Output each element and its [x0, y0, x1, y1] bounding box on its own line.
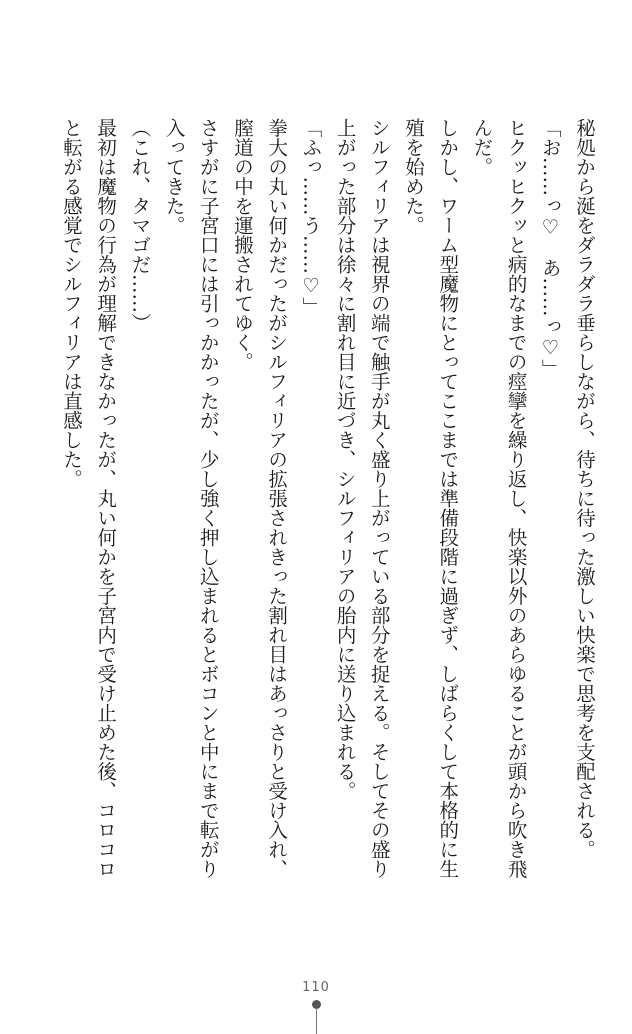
page-number: 110 — [302, 980, 330, 995]
text-line: 「ふっ……う……♡」 — [299, 118, 323, 317]
text-line: 膣道の中を運搬されてゆく。 — [230, 118, 254, 372]
text-line: シルフィリアは視界の端で触手が丸く盛り上がっている部分を捉える。そしてその盛り — [367, 118, 391, 879]
vertical-text-body — [31, 118, 601, 978]
text-line: 上がった部分は徐々に割れ目に近づき、シルフィリアの胎内に送り込まれる。 — [333, 118, 357, 801]
text-line: 拳大の丸い何かだったがシルフィリアの拡張されきった割れ目はあっさりと受け入れ、 — [265, 118, 289, 879]
text-line: 「お……っ♡ あ……っ♡」 — [538, 118, 562, 379]
text-line: んだ。 — [470, 118, 494, 177]
text-line: 入ってきた。 — [162, 118, 186, 235]
text-line: ヒクッヒクッと病的なまでの痙攣を繰り返し、快楽以外のあらゆることが頭から吹き飛 — [504, 118, 528, 879]
text-line: 秘処から涎をダラダラ垂らしながら、待ちに待った激しい快楽で思考を支配される。 — [573, 118, 596, 859]
text-line: 最初は魔物の行為が理解できなかったが、丸い何かを子宮内で受け止めた後、コロコロ — [94, 118, 118, 879]
text-line: さすがに子宮口には引っかかったが、少し強く押し込まれるとボコンと中にまで転がり — [196, 118, 220, 879]
page-marker-line — [316, 1008, 318, 1034]
text-line: と転がる感覚でシルフィリアは直感した。 — [59, 118, 83, 489]
text-line: （これ、タマゴだ……） — [128, 118, 152, 333]
text-line: 殖を始めた。 — [401, 118, 425, 235]
text-line: しかし、ワーム型魔物にとってここまでは準備段階に過ぎず、しばらくして本格的に生 — [436, 118, 460, 879]
